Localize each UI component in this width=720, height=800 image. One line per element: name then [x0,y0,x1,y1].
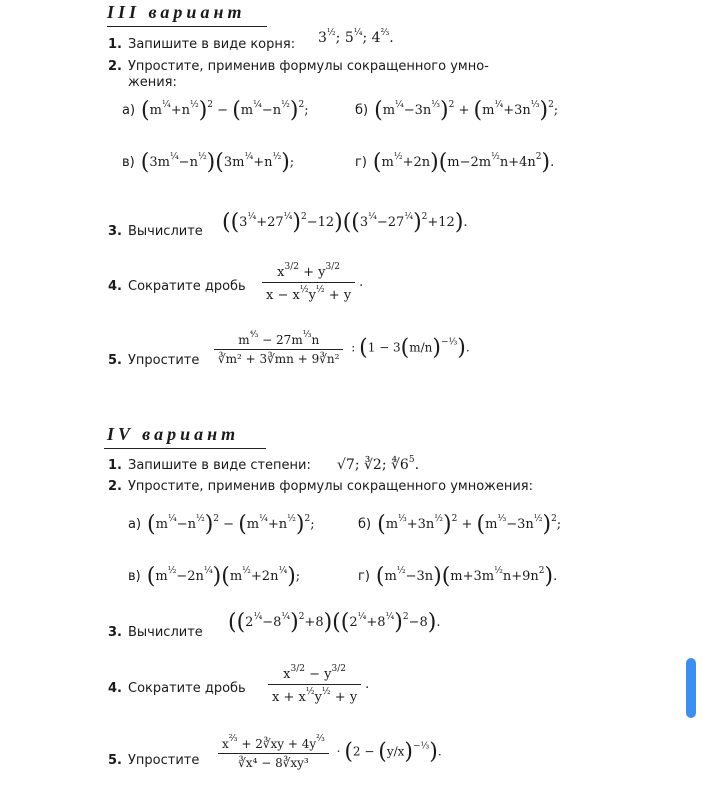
heading-underline [107,26,267,27]
expr-2g: г) $(m^{\frac{1}{2}}+2n)(m-2m^{\frac{1}{2}}n+4n^2)$. [355,150,555,175]
expr-2b: б) $(m^{\frac{1}{3}}+3n^{\frac{1}{2}})^2 + (m^{\frac{1}{3}}-3n^{\frac{1}{2}})^2$; [358,512,562,537]
task-4-expr: $\frac{x^{3/2} - y^{3/2}}{x + x^{\frac{1}{2}}y^{\frac{1}{2}} + y}$ . [264,664,369,705]
scrollbar-thumb[interactable] [686,658,696,718]
task-4: 4. Сократите дробь [108,681,246,696]
expr-2g: г) $(m^{\frac{1}{2}}-3n)(m+3m^{\frac{1}{2}}n+9n^2)$. [358,564,558,589]
task-1: 1. Запишите в виде корня: [108,37,296,52]
expr-2a: а) $(m^{\frac{1}{4}}-n^{\frac{1}{2}})^2 - (m^{\frac{1}{4}}+n^{\frac{1}{2}})^2$; [128,512,315,537]
task-3: 3. Вычислите [108,625,203,640]
task-1-expr: $3^{\frac{1}{2}}$; $5^{\frac{1}{4}}$; $4^{\frac{2}{3}}$. [318,28,394,46]
task-1: 1. Запишите в виде степени: [108,458,311,473]
heading-underline [104,448,266,449]
expr-2b: б) $(m^{\frac{1}{4}}-3n^{\frac{1}{3}})^2 + (m^{\frac{1}{4}}+3n^{\frac{1}{3}})^2$; [355,98,559,123]
expr-2v: в) $(3m^{\frac{1}{4}}-n^{\frac{1}{2}})(3m^{\frac{1}{4}}+n^{\frac{1}{2}})$; [122,150,295,175]
task-2: 2. Упростите, применив формулы сокращенного умно- [108,59,489,74]
expr-2a: а) $(m^{\frac{1}{4}}+n^{\frac{1}{2}})^2 - (m^{\frac{1}{4}}-n^{\frac{1}{2}})^2$; [122,98,309,123]
task-5: 5. Упростите [108,353,200,368]
task-2-cont: жения: [128,75,177,90]
task-3-expr: $((2^{\frac{1}{4}}-8^{\frac{1}{4}})^2+8)((2^{\frac{1}{4}}+8^{\frac{1}{4}})^2-8)$. [228,610,441,635]
task-5: 5. Упростите [108,753,200,768]
task-5-expr: $\frac{x^{\frac{2}{3}} + 2∛xy + 4y^{\frac{2}{3}}}{\text{∛x⁴ − 8∛xy³}}$ · $(2 - (y/x)^{-\frac{1}{3}})$. [214,734,442,770]
task-5-expr: $\frac{m^{^4⁄_3} - 27m^{\frac{1}{3}}n}{\text{∛m² + 3∛mn + 9∛n²}}$ : $(1 - 3(m/n)^{-\frac{1}{3}})$. [210,330,470,366]
variant-4-heading: IV вариант [107,424,240,444]
expr-2v: в) $(m^{\frac{1}{2}}-2n^{\frac{1}{4}})(m^{\frac{1}{2}}+2n^{\frac{1}{4}})$; [128,564,301,589]
task-3-expr: $((3^{\frac{1}{4}}+27^{\frac{1}{4}})^2-12)((3^{\frac{1}{4}}-27^{\frac{1}{4}})^2+12)$. [222,210,468,235]
task-3: 3. Вычислите [108,224,203,239]
task-2: 2. Упростите, применив формулы сокращенного умножения: [108,479,533,494]
variant-3-heading: III вариант [107,2,246,22]
task-4: 4. Сократите дробь [108,279,246,294]
task-4-expr: $\frac{x^{3/2} + y^{3/2}}{x - x^{\frac{1}{2}}y^{\frac{1}{2}} + y}$ . [258,262,363,303]
task-1-expr: √7; ∛2; $∜6^5$. [337,455,420,473]
